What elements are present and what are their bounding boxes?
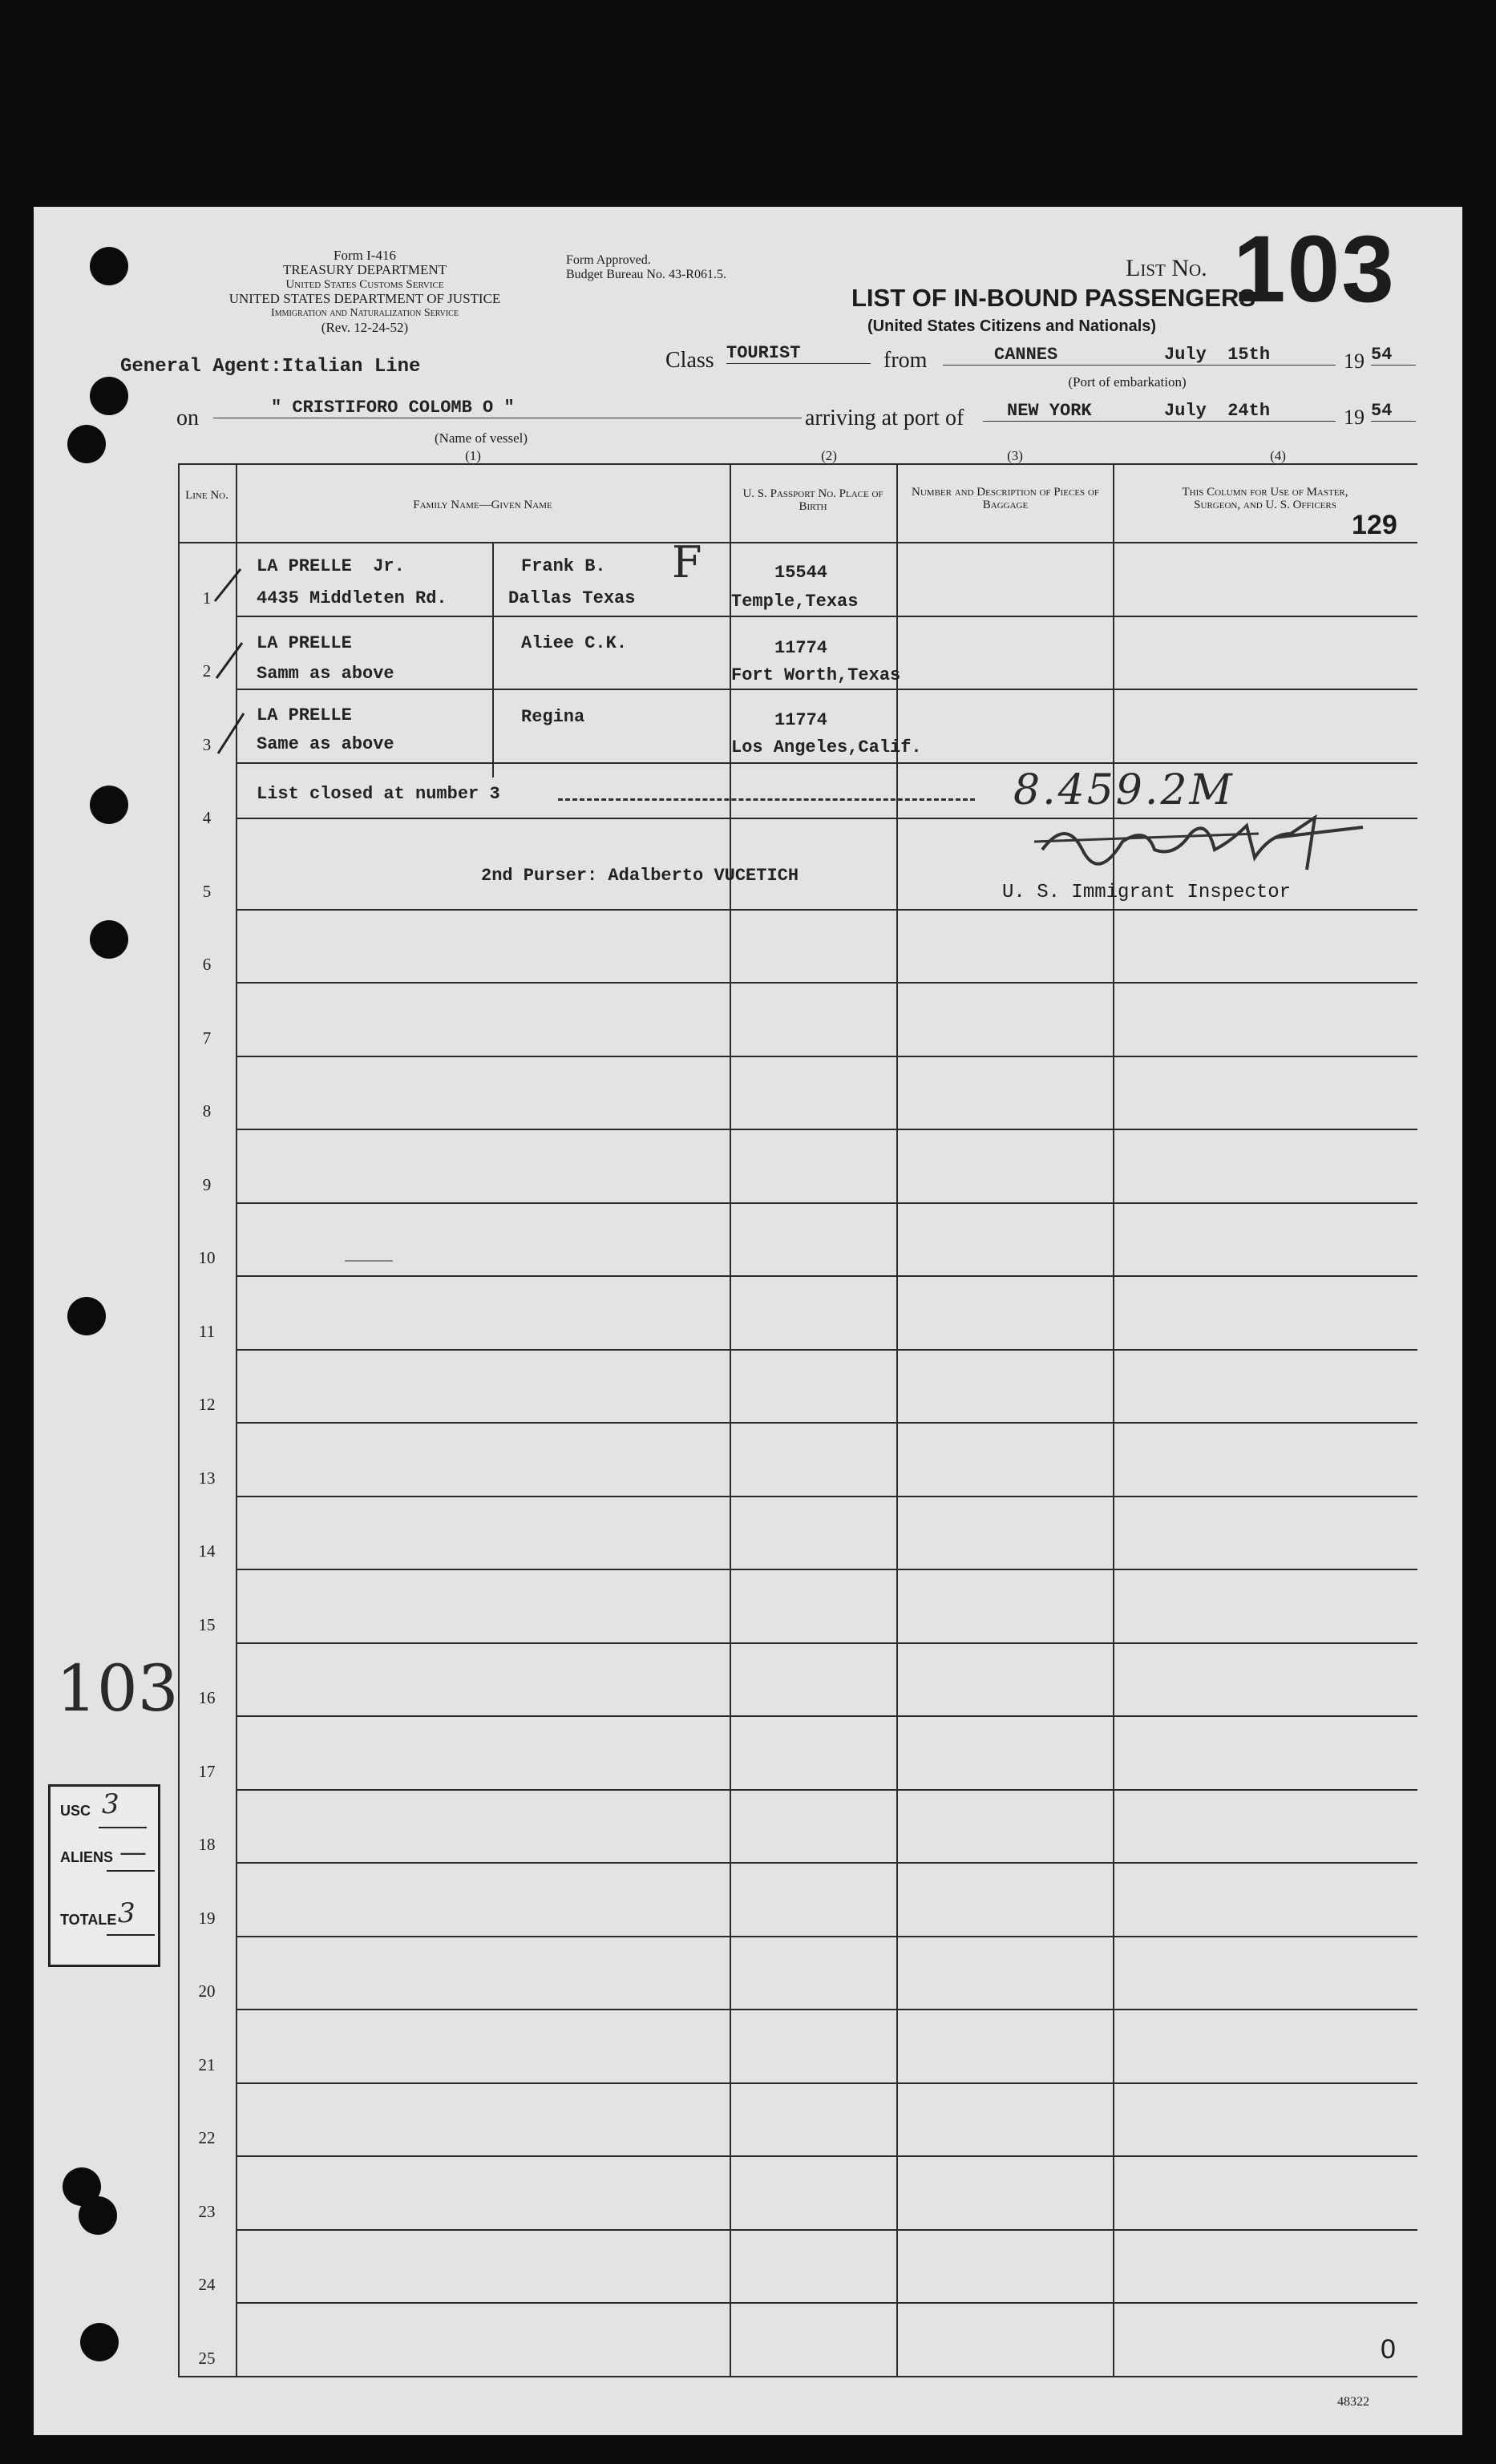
family-name: LA PRELLE xyxy=(257,705,352,725)
line-number: 3 xyxy=(202,735,212,754)
line-number: 7 xyxy=(202,1028,212,1048)
address: Samm as above xyxy=(257,664,394,684)
punch-hole xyxy=(80,2323,119,2361)
line-number: 14 xyxy=(198,1541,216,1561)
pen-stroke xyxy=(345,1260,393,1262)
line-number: 21 xyxy=(198,2055,216,2074)
total-label: TOTALE xyxy=(60,1912,117,1928)
purser-name: 2nd Purser: Adalberto VUCETICH xyxy=(481,866,799,886)
line-number: 8 xyxy=(202,1101,212,1121)
tally-stamp xyxy=(48,1784,160,1967)
punch-hole xyxy=(90,786,128,824)
inspector-signature xyxy=(1034,810,1371,874)
arriving-label: arriving at port of xyxy=(805,406,964,430)
aliens-label: ALIENS xyxy=(60,1849,114,1865)
line-number: 22 xyxy=(198,2128,216,2147)
handwritten-mark: F xyxy=(672,537,702,588)
list-no-label: List No. xyxy=(1126,255,1207,281)
place-of-birth: Fort Worth,Texas xyxy=(731,665,901,685)
strike-line xyxy=(558,798,975,801)
embarkation-label: (Port of embarkation) xyxy=(1068,374,1187,390)
treasury-department: TREASURY DEPARTMENT xyxy=(282,262,447,277)
punch-hole xyxy=(90,920,128,959)
form-number: Form I-416 xyxy=(334,248,396,263)
passport-no: 11774 xyxy=(774,710,828,730)
punch-hole xyxy=(90,377,128,415)
line-number: 19 xyxy=(198,1909,216,1928)
line-number: 5 xyxy=(202,882,212,901)
punch-hole xyxy=(90,247,128,285)
line-number: 9 xyxy=(202,1175,212,1194)
line-number: 23 xyxy=(198,2202,216,2221)
arrive-port: NEW YORK xyxy=(983,401,1095,422)
approval-block xyxy=(566,253,726,282)
col-header-line: Line No. xyxy=(185,489,228,502)
document-title: LIST OF IN-BOUND PASSENGERS xyxy=(851,284,1256,312)
line-number: 24 xyxy=(198,2275,216,2294)
class-label: Class xyxy=(665,348,714,373)
line-number: 1 xyxy=(202,588,212,608)
punch-hole xyxy=(67,1297,106,1335)
passport-no: 11774 xyxy=(774,638,828,658)
given-name: Regina xyxy=(521,707,585,727)
usc-label: USC xyxy=(60,1803,91,1819)
col-num-2: (2) xyxy=(821,448,837,463)
address: Same as above xyxy=(257,734,394,754)
col-num-4: (4) xyxy=(1270,448,1286,463)
justice-department: UNITED STATES DEPARTMENT OF JUSTICE xyxy=(228,291,501,306)
inspector-label: U. S. Immigrant Inspector xyxy=(1002,882,1292,903)
col-header-officers: This Column for Use of Master, Surgeon, and U. S. Officers xyxy=(1182,486,1348,511)
list-number: 103 xyxy=(1233,216,1396,322)
col-header-passport: U. S. Passport No. Place of Birth xyxy=(742,487,883,513)
punch-hole xyxy=(79,2196,117,2235)
arrive-year-prefix: 19 xyxy=(1344,406,1365,429)
line-number: 20 xyxy=(198,1981,216,2001)
aliens-count: — xyxy=(119,1836,147,1868)
line-number: 10 xyxy=(198,1248,216,1267)
line-number: 17 xyxy=(198,1762,216,1781)
place-of-birth: Temple,Texas xyxy=(731,592,859,612)
line-number: 13 xyxy=(198,1468,216,1488)
arrive-year: 54 xyxy=(1371,401,1416,422)
from-year-prefix: 19 xyxy=(1344,349,1365,373)
from-date: July 15th xyxy=(1095,345,1336,366)
place-of-birth: Los Angeles,Calif. xyxy=(731,737,922,757)
on-label: on xyxy=(176,406,199,430)
manifest-page xyxy=(34,207,1462,2435)
passport-no: 15544 xyxy=(774,563,828,583)
line-number: 15 xyxy=(198,1615,216,1634)
officer-count: 129 xyxy=(1352,510,1397,540)
col-num-3: (3) xyxy=(1007,448,1023,463)
line-number: 4 xyxy=(202,808,212,827)
vessel-name: " CRISTIFORO COLOMB O " xyxy=(213,398,802,418)
arrive-date: July 24th xyxy=(1095,401,1336,422)
class-value: TOURIST xyxy=(726,343,871,364)
stamp-number: 8.459.2M xyxy=(1013,766,1235,814)
from-label: from xyxy=(883,348,928,373)
document-subtitle: (United States Citizens and Nationals) xyxy=(867,317,1157,335)
line-number: 16 xyxy=(198,1688,216,1707)
general-agent: General Agent:Italian Line xyxy=(120,356,421,378)
punch-hole xyxy=(67,425,106,463)
line-number: 11 xyxy=(198,1322,216,1341)
line-number: 2 xyxy=(202,661,212,681)
given-name: Frank B. xyxy=(521,556,606,576)
list-closed-note: List closed at number 3 xyxy=(257,784,500,804)
from-year: 54 xyxy=(1371,345,1416,366)
given-name-extra: Dallas Texas xyxy=(508,588,636,608)
margin-page-number: 103 xyxy=(56,1651,179,1726)
line-number: 12 xyxy=(198,1395,216,1414)
address: 4435 Middleten Rd. xyxy=(257,588,447,608)
form-approved: Form Approved. xyxy=(566,253,651,267)
col-header-baggage: Number and Description of Pieces of Baggage xyxy=(912,486,1099,511)
family-name: LA PRELLE Jr. xyxy=(257,556,405,576)
col-num-1: (1) xyxy=(465,448,481,463)
footer-code: 48322 xyxy=(1337,2395,1369,2409)
ins-service: Immigration and Naturalization Service xyxy=(271,307,459,319)
budget-bureau: Budget Bureau No. 43-R061.5. xyxy=(566,268,726,281)
revision-date: (Rev. 12-24-52) xyxy=(321,320,409,335)
vessel-label: (Name of vessel) xyxy=(434,430,528,446)
customs-service: United States Customs Service xyxy=(285,278,444,291)
check-marks xyxy=(208,553,281,769)
from-port: CANNES xyxy=(943,345,1095,366)
corner-mark: 0 xyxy=(1381,2334,1396,2365)
family-name: LA PRELLE xyxy=(257,633,352,653)
usc-count: 3 xyxy=(102,1788,119,1820)
line-number: 6 xyxy=(202,955,212,974)
total-count: 3 xyxy=(118,1897,135,1929)
line-number: 25 xyxy=(198,2349,216,2368)
form-header-block xyxy=(176,248,553,335)
given-name: Aliee C.K. xyxy=(521,633,628,653)
col-header-name: Family Name—Given Name xyxy=(413,499,552,511)
line-number: 18 xyxy=(198,1835,216,1854)
